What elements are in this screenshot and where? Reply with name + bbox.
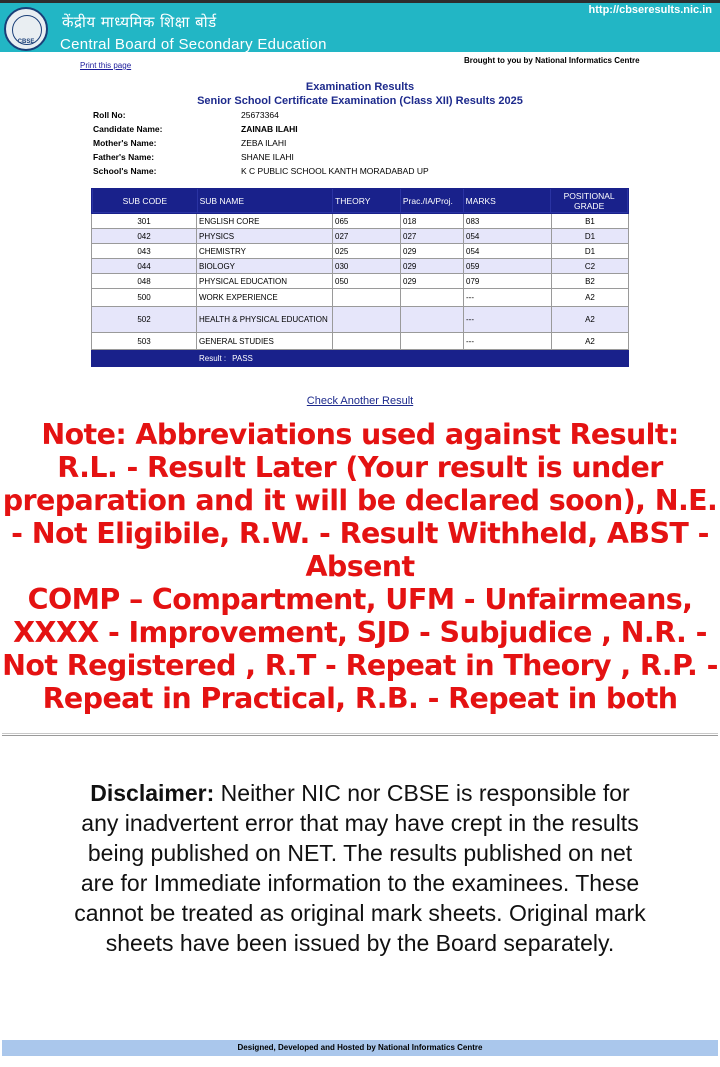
practical: 027 <box>401 229 464 244</box>
grade: D1 <box>552 244 629 259</box>
header-banner <box>0 0 720 52</box>
note-line-2: COMP – Compartment, UFM - Unfairmeans, XXXX - Improvement, SJD - Subjudice , N.R. - Not Registered , R.T - Repeat in Theory , R.P. - Repeat in Practical, R.B. - Repeat in both <box>2 583 718 715</box>
marks: --- <box>464 307 552 333</box>
note-line-1: R.L. - Result Later (Your result is under preparation and it will be declared soon), N.E. - Not Eligibile, R.W. - Result Withheld, ABST - Absent <box>2 451 718 583</box>
grade: D1 <box>552 229 629 244</box>
sub-name: CHEMISTRY <box>197 244 333 259</box>
sub-name: HEALTH & PHYSICAL EDUCATION <box>197 307 333 333</box>
header-grade: POSITIONAL GRADE <box>551 189 628 213</box>
mother-name-row <box>93 138 429 152</box>
header-theory: THEORY <box>333 189 401 213</box>
roll-no-value: 25673364 <box>241 110 279 120</box>
header-sub-code: SUB CODE <box>92 189 198 213</box>
field-label: Candidate Name: <box>93 124 163 134</box>
header-marks: MARKS <box>464 189 552 213</box>
grade: A2 <box>552 307 629 333</box>
board-title-english: Central Board of Secondary Education <box>60 36 327 53</box>
practical <box>401 333 464 350</box>
school-name-value: K C PUBLIC SCHOOL KANTH MORADABAD UP <box>241 166 429 176</box>
table-row <box>91 289 629 307</box>
candidate-name-row <box>93 124 429 138</box>
theory: 030 <box>333 259 401 274</box>
table-row <box>91 274 629 289</box>
theory <box>333 333 401 350</box>
sub-code: 042 <box>91 229 197 244</box>
note-heading: Note: Abbreviations used against Result: <box>41 418 679 451</box>
table-header <box>91 188 629 214</box>
practical: 029 <box>401 274 464 289</box>
marks: 083 <box>464 214 552 229</box>
sub-name: PHYSICAL EDUCATION <box>197 274 333 289</box>
sub-code: 044 <box>91 259 197 274</box>
practical <box>401 307 464 333</box>
grade: A2 <box>552 333 629 350</box>
exam-subtitle: Senior School Certificate Examination (Class XII) Results 2025 <box>197 95 523 107</box>
exam-title: Examination Results <box>305 81 415 93</box>
sub-code: 301 <box>91 214 197 229</box>
sub-code: 048 <box>91 274 197 289</box>
header-sub-name: SUB NAME <box>198 189 333 213</box>
result-row <box>91 350 629 367</box>
board-title-hindi: केंद्रीय माध्यमिक शिक्षा बोर्ड <box>62 13 217 31</box>
disclaimer-text: Neither NIC nor CBSE is responsible for any inadvertent error that may have crept in the results being published on NET. The results published on net are for Immediate information to the examinees. These cannot be treated as original mark sheets. Original mark sheets have been issued by the Board separately. <box>74 780 646 956</box>
sub-code: 503 <box>91 333 197 350</box>
header-practical: Prac./IA/Proj. <box>401 189 464 213</box>
marks: 054 <box>464 244 552 259</box>
marks: --- <box>464 289 552 307</box>
field-label: Mother's Name: <box>93 138 157 148</box>
grade: B1 <box>552 214 629 229</box>
grade: A2 <box>552 289 629 307</box>
father-name-value: SHANE ILAHI <box>241 152 294 162</box>
disclaimer-label: Disclaimer: <box>90 780 215 806</box>
result-label: Result : <box>199 354 227 363</box>
theory: 050 <box>333 274 401 289</box>
marks-table <box>91 188 629 372</box>
table-row <box>91 229 629 244</box>
cbse-logo-icon <box>4 7 48 51</box>
marks: 079 <box>464 274 552 289</box>
sub-name: BIOLOGY <box>197 259 333 274</box>
practical: 029 <box>401 259 464 274</box>
sub-code: 500 <box>91 289 197 307</box>
candidate-details <box>93 110 429 180</box>
table-row <box>91 214 629 229</box>
logo-text: CBSE <box>17 39 35 45</box>
site-url: http://cbseresults.nic.in <box>588 4 712 16</box>
grade: C2 <box>552 259 629 274</box>
marks: 054 <box>464 229 552 244</box>
sub-code: 502 <box>91 307 197 333</box>
practical: 018 <box>401 214 464 229</box>
practical: 029 <box>401 244 464 259</box>
brought-by-text: Brought to you by National Informatics Centre <box>464 56 640 65</box>
school-name-row <box>93 166 429 180</box>
sub-name: PHYSICS <box>197 229 333 244</box>
sub-code: 043 <box>91 244 197 259</box>
marks: 059 <box>464 259 552 274</box>
roll-no-row <box>93 110 429 124</box>
father-name-row <box>93 152 429 166</box>
check-another-result-link[interactable]: Check Another Result <box>306 395 414 407</box>
grade: B2 <box>552 274 629 289</box>
field-label: Father's Name: <box>93 152 155 162</box>
theory: 065 <box>333 214 401 229</box>
table-row <box>91 244 629 259</box>
result-value: PASS <box>232 354 253 363</box>
sub-name: GENERAL STUDIES <box>197 333 333 350</box>
print-page-link[interactable]: Print this page <box>80 61 132 70</box>
marks: --- <box>464 333 552 350</box>
footer: Designed, Developed and Hosted by National Informatics Centre <box>2 1040 718 1056</box>
theory: 027 <box>333 229 401 244</box>
sub-name: WORK EXPERIENCE <box>197 289 333 307</box>
abbreviation-note <box>0 418 720 715</box>
field-label: School's Name: <box>93 166 157 176</box>
sub-name: ENGLISH CORE <box>197 214 333 229</box>
table-row <box>91 259 629 274</box>
table-row <box>91 333 629 350</box>
disclaimer <box>70 778 650 958</box>
candidate-name-value: ZAINAB ILAHI <box>241 124 298 134</box>
divider <box>2 733 718 736</box>
theory <box>333 289 401 307</box>
practical <box>401 289 464 307</box>
theory <box>333 307 401 333</box>
table-row <box>91 307 629 333</box>
mother-name-value: ZEBA ILAHI <box>241 138 287 148</box>
theory: 025 <box>333 244 401 259</box>
field-label: Roll No: <box>93 110 126 120</box>
